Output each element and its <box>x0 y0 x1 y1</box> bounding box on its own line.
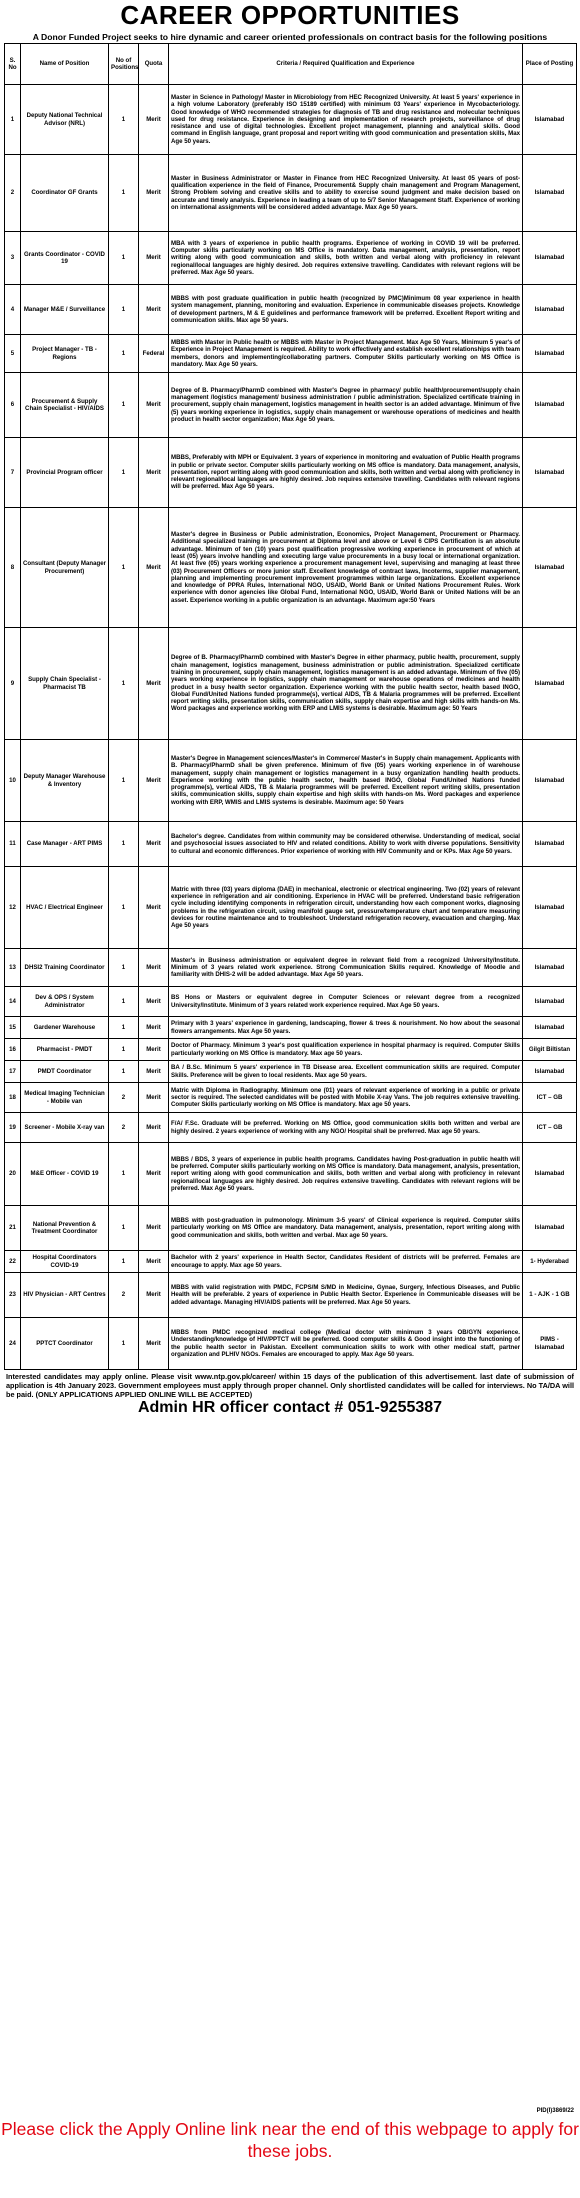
cell-num-positions: 1 <box>109 867 139 949</box>
table-row <box>5 155 577 232</box>
cell-position: Hospital Coordinators COVID-19 <box>21 1251 109 1273</box>
cell-criteria: MBBS / BDS, 3 years of experience in public health programs. Candidates having Post-graduation in public health will be preferred. Computer skills particularly working on MS Office is mandatory. Data management, analysis, presentation, report writing along with good communication and skills, both written and verbal along with proficiency in relevant regional/local languages are highly desired. Job requires extensive travelling. Candidates with relevant regions will be preferred. Max Age 50 years. <box>169 1143 523 1206</box>
cell-criteria: Master's degree in Business or Public administration, Economics, Project Management, Procurement or Pharmacy. Additional specialized training in procurement at Diploma level and above or Level 6 CIPS Certification is an absolute advantage. Minimum of ten (10) years post qualification progressive working experience in procurement of which at least (05) years involve handling and executing large value procurements in a busy local or international organization. At least five (05) years working experience a procurement management level, supervising and managing at least three (03) Procurement Officers or more junior staff. Excellent knowledge of contract laws, Incoterms, supplier management, planning and implementing procurement improvement programmes within large organizations. Excellent experience and knowledge of PPRA Rules, International NGO, USAID, World Bank or United Nations Procurement Rules. Work experience with donor agencies like Global Fund, International NGO, USAID, World Bank or United Nations will be an asset. Experience working in a public organization is an advantage. Maximum age:50 Years <box>169 508 523 628</box>
cell-position: Procurement & Supply Chain Specialist - HIV/AIDS <box>21 373 109 438</box>
cell-criteria: MBBS with valid registration with PMDC, FCPS/M S/MD in Medicine, Gynae, Surgery, Infectious Diseases, and Public Health will be preferable. 2 years of experience in Public Health Sector. Experience in Communicable diseases will be added advantage. Managing HIV/AIDS patients will be preferred. Max Age 50 years. <box>169 1273 523 1318</box>
cell-quota: Merit <box>139 1083 169 1113</box>
table-row <box>5 822 577 867</box>
table-row <box>5 987 577 1017</box>
col-header-place: Place of Posting <box>523 44 577 85</box>
cell-position: Grants Coordinator - COVID 19 <box>21 232 109 285</box>
cell-sno: 13 <box>5 949 21 987</box>
table-row <box>5 232 577 285</box>
cell-sno: 1 <box>5 85 21 155</box>
col-header-num-positions: No of Positions <box>109 44 139 85</box>
cell-criteria: Bachelor with 2 years' experience in Health Sector, Candidates Resident of districts will be preferred. Females are encourage to apply. Max age 50 years. <box>169 1251 523 1273</box>
cell-place: Gilgit Biltistan <box>523 1039 577 1061</box>
hr-contact: Admin HR officer contact # 051-9255387 <box>137 1399 443 1417</box>
cell-position: Coordinator GF Grants <box>21 155 109 232</box>
cell-criteria: Master's Degree in Management sciences/Master's in Commerce/ Master's in Supply chain management. Applicants with B. Pharmacy/PharmD shall be given preference. Minimum of five (05) years working experience in of warehouse management, supply chain management or logistics management in a busy organization handling health products. Experience working with the public health sector, health based INGO, Global Fund/United Nations funded programme(s), vertical AIDS, TB & Malaria programmes will be preferred. Excellent report writing skills, presentation skills, communication skills, supply chain expertise and high skills with hands-on Ms. Word packages and experience working with ERP, WMIS and LMIS systems is desirable. Maximum age: 50 Years <box>169 740 523 822</box>
table-row <box>5 1143 577 1206</box>
cell-criteria: Bachelor's degree. Candidates from within community may be considered otherwise. Understanding of medical, social and psychosocial issues associated to HIV and related conditions. Ability to work with diverse populations. Sensitivity to cultural and economic differences. Prior experience of working with HIV Community and or KPs. Max Age 50 years. <box>169 822 523 867</box>
table-row <box>5 1039 577 1061</box>
table-header-row <box>5 44 577 85</box>
cell-criteria: F/A/ F.Sc. Graduate will be preferred. Working on MS Office, good communication skills both written and verbal are highly desired. 2 years experience of working with any NGO/ Hospital shall be preferred. Max age 50 years. <box>169 1113 523 1143</box>
cell-sno: 2 <box>5 155 21 232</box>
table-row <box>5 438 577 508</box>
cell-criteria: Degree of B. Pharmacy/PharmD combined with Master's Degree in either pharmacy, public health, procurement, supply chain management, logistics management, business administration or public administration. Specialized certificate training in procurement, supply chain management, logistics management is an added advantage. Minimum of five (05) years working experience in logistics, supply chain management or warehouse operations of medicines and health product in a busy health sector organization. Experience working with the public health sector, health based INGO, Global Fund/United Nations funded programme(s), vertical AIDS, TB & Malaria programmes will be preferred. Excellent report writing skills, presentation skills, communication skills, supply chain expertise and high skills with hands-on Ms. Word packages and experience working with ERP and LMIS systems is desirable. Maximum age: 50 Years <box>169 628 523 740</box>
cell-sno: 20 <box>5 1143 21 1206</box>
cell-num-positions: 1 <box>109 232 139 285</box>
cell-quota: Merit <box>139 949 169 987</box>
cell-place: Islamabad <box>523 232 577 285</box>
cell-sno: 23 <box>5 1273 21 1318</box>
cell-position: Gardener Warehouse <box>21 1017 109 1039</box>
cell-quota: Merit <box>139 1318 169 1370</box>
table-row <box>5 628 577 740</box>
cell-num-positions: 1 <box>109 373 139 438</box>
cell-place: Islamabad <box>523 1017 577 1039</box>
cell-num-positions: 1 <box>109 949 139 987</box>
cell-quota: Federal <box>139 335 169 373</box>
table-row <box>5 1318 577 1370</box>
cell-num-positions: 1 <box>109 1143 139 1206</box>
cell-num-positions: 1 <box>109 1251 139 1273</box>
col-header-sno: S. No <box>5 44 21 85</box>
cell-place: Islamabad <box>523 373 577 438</box>
table-row <box>5 740 577 822</box>
apply-online-notice: Please click the Apply Online link near the end of this webpage to apply for these jobs. <box>1 2119 579 2161</box>
cell-num-positions: 1 <box>109 508 139 628</box>
cell-position: HIV Physician - ART Centres <box>21 1273 109 1318</box>
cell-num-positions: 1 <box>109 335 139 373</box>
cell-quota: Merit <box>139 155 169 232</box>
cell-num-positions: 1 <box>109 85 139 155</box>
cell-sno: 11 <box>5 822 21 867</box>
cell-place: Islamabad <box>523 987 577 1017</box>
table-row <box>5 949 577 987</box>
ad-subtitle: A Donor Funded Project seeks to hire dynamic and career oriented professionals on contract basis for the following positions <box>32 32 548 42</box>
cell-criteria: BS Hons or Masters or equivalent degree in Computer Sciences or relevant degree from a recognized University/Institute. Minimum of 3 years related work experience required. Max Age 50 years. <box>169 987 523 1017</box>
cell-place: Islamabad <box>523 508 577 628</box>
cell-num-positions: 2 <box>109 1083 139 1113</box>
cell-criteria: MBBS with post graduate qualification in public health (recognized by PMC)Minimum 08 year experience in health system management, planning, monitoring and evaluation. Experience in communicable diseases projects. Knowledge of development partners, M & E guidelines and performance framework will be preferred. Excellent Report writing and communication skills. Max age 50 years. <box>169 285 523 335</box>
cell-quota: Merit <box>139 508 169 628</box>
cell-place: Islamabad <box>523 740 577 822</box>
cell-num-positions: 1 <box>109 1206 139 1251</box>
cell-sno: 16 <box>5 1039 21 1061</box>
cell-num-positions: 2 <box>109 1113 139 1143</box>
cell-place: Islamabad <box>523 949 577 987</box>
table-row <box>5 1206 577 1251</box>
cell-position: Provincial Program officer <box>21 438 109 508</box>
cell-num-positions: 2 <box>109 1273 139 1318</box>
cell-sno: 19 <box>5 1113 21 1143</box>
cell-position: Case Manager - ART PIMS <box>21 822 109 867</box>
cell-criteria: BA / B.Sc. Minimum 5 years' experience in TB Disease area. Excellent communication skills are required. Computer Skills. Preference will be given to local residents. Max age 50 years. <box>169 1061 523 1083</box>
table-row <box>5 867 577 949</box>
cell-place: Islamabad <box>523 155 577 232</box>
cell-sno: 21 <box>5 1206 21 1251</box>
table-row <box>5 1113 577 1143</box>
cell-position: Screener - Mobile X-ray van <box>21 1113 109 1143</box>
cell-position: M&E Officer - COVID 19 <box>21 1143 109 1206</box>
cell-num-positions: 1 <box>109 740 139 822</box>
cell-num-positions: 1 <box>109 1061 139 1083</box>
cell-place: Islamabad <box>523 628 577 740</box>
cell-place: ICT – GB <box>523 1113 577 1143</box>
publication-id: PID(I)3869/22 <box>536 2108 574 2114</box>
cell-position: PPTCT Coordinator <box>21 1318 109 1370</box>
table-row <box>5 508 577 628</box>
table-row <box>5 1061 577 1083</box>
cell-place: ICT – GB <box>523 1083 577 1113</box>
cell-quota: Merit <box>139 1143 169 1206</box>
cell-position: National Prevention & Treatment Coordinator <box>21 1206 109 1251</box>
col-header-position: Name of Position <box>21 44 109 85</box>
cell-quota: Merit <box>139 628 169 740</box>
cell-place: 1 - AJK - 1 GB <box>523 1273 577 1318</box>
table-row <box>5 1251 577 1273</box>
table-row <box>5 85 577 155</box>
cell-place: Islamabad <box>523 438 577 508</box>
cell-place: Islamabad <box>523 85 577 155</box>
table-row <box>5 335 577 373</box>
col-header-quota: Quota <box>139 44 169 85</box>
cell-position: Project Manager - TB -Regions <box>21 335 109 373</box>
cell-place: Islamabad <box>523 1061 577 1083</box>
cell-place: Islamabad <box>523 822 577 867</box>
cell-quota: Merit <box>139 867 169 949</box>
cell-sno: 8 <box>5 508 21 628</box>
cell-criteria: Master in Science in Pathology/ Master in Microbiology from HEC Recognized University. At least 5 years' experience in a high volume Laboratory (preferably ISO 15189 certified) with minimum 03 Years' experience in Mycobacteriology. Good knowledge of WHO recommended strategies for diagnosis of TB and drug resistance and molecular techniques used for drug resistance. Experience in designing and implementation of research projects, surveillance of drug resistance and use of digital technologies. Excellent project management, planning and analytical skills. Good command in English language, grant proposal and report writing with good communication and presentation skills, Max Age 50 years. <box>169 85 523 155</box>
cell-place: Islamabad <box>523 1206 577 1251</box>
cell-criteria: Primary with 3 years' experience in gardening, landscaping, flower & trees & nourishment. No how about the seasonal flowers arrangements. Max Age 50 years. <box>169 1017 523 1039</box>
cell-quota: Merit <box>139 438 169 508</box>
cell-position: DHSI2 Training Coordinator <box>21 949 109 987</box>
cell-criteria: Matric with three (03) years diploma (DAE) in mechanical, electronic or electrical engineering. Two (02) years of relevant experience in refrigeration and air conditioning. Experience in HVAC will be preferred. Understand basic refrigeration cycle including identifying components in refrigeration circuit, understanding how each component works, diagnosing problems in the refrigeration circuit, using manifold gauge set, pressure/temperature chart and temperature measuring devices for routine maintenance and to troubleshoot. Understand refrigeration recovery, evacuation and charging. Max Age 50 years <box>169 867 523 949</box>
cell-sno: 10 <box>5 740 21 822</box>
cell-position: Supply Chain Specialist - Pharmacist TB <box>21 628 109 740</box>
cell-quota: Merit <box>139 1061 169 1083</box>
cell-sno: 22 <box>5 1251 21 1273</box>
cell-sno: 17 <box>5 1061 21 1083</box>
cell-position: Deputy Manager Warehouse & Inventory <box>21 740 109 822</box>
cell-criteria: Degree of B. Pharmacy/PharmD combined with Master's Degree in pharmacy/ public health/procurement/supply chain management /logistics management/ business administration / public administration. Specialized certificate training in procurement, supply chain management, logistics management in health sector is an added advantage. Minimum of five (5) years working experience in logistics, supply chain management or warehouse operations of medicines and health product in health sector organization; Max Age 50 years. <box>169 373 523 438</box>
cell-position: HVAC / Electrical Engineer <box>21 867 109 949</box>
cell-sno: 7 <box>5 438 21 508</box>
cell-sno: 3 <box>5 232 21 285</box>
ad-title: CAREER OPPORTUNITIES <box>120 0 460 30</box>
cell-quota: Merit <box>139 987 169 1017</box>
cell-place: Islamabad <box>523 1143 577 1206</box>
cell-num-positions: 1 <box>109 1039 139 1061</box>
cell-criteria: Master in Business Administrator or Master in Finance from HEC Recognized University. At least 05 years of post-qualification experience in the field of Finance, Procurement& Supply chain management and Program Management, Strong Problem solving and creative skills and to ability to exercise sound judgment and make decision based on accurate and timely analysis. Experience in leading a team of up to 5/7 Senior Management Staff. Experience of working on international assignments will be considered added advantage. Max Age 50 years. <box>169 155 523 232</box>
cell-quota: Merit <box>139 1273 169 1318</box>
cell-num-positions: 1 <box>109 1017 139 1039</box>
cell-quota: Merit <box>139 1113 169 1143</box>
cell-place: Islamabad <box>523 867 577 949</box>
cell-position: Manager M&E / Surveillance <box>21 285 109 335</box>
cell-position: Dev & OPS / System Administrator <box>21 987 109 1017</box>
cell-place: PIMS - Islamabad <box>523 1318 577 1370</box>
cell-criteria: MBBS with post-graduation in pulmonology. Minimum 3-5 years' of Clinical experience is required. Computer skills particularly working on MS Office are mandatory. Data management, analysis, presentation, report writing along with good communication and skills, both written and verbal. Max age 50 years. <box>169 1206 523 1251</box>
table-row <box>5 1273 577 1318</box>
cell-sno: 5 <box>5 335 21 373</box>
table-row <box>5 1083 577 1113</box>
cell-num-positions: 1 <box>109 438 139 508</box>
cell-position: Medical Imaging Technician - Mobile van <box>21 1083 109 1113</box>
cell-sno: 14 <box>5 987 21 1017</box>
cell-num-positions: 1 <box>109 628 139 740</box>
cell-position: PMDT Coordinator <box>21 1061 109 1083</box>
cell-criteria: MBBS, Preferably with MPH or Equivalent. 3 years of experience in monitoring and evaluation of Public Health programs in public or private sector. Computer skills particularly working on MS office is mandatory. Data management, analysis, presentation, report writing along with good communication and skills, both written and verbal along with proficiency in relevant regional/local languages are highly desired. Job requires extensive travelling. Candidates with relevant regions will be preferred. Max Age 50 years. <box>169 438 523 508</box>
cell-num-positions: 1 <box>109 822 139 867</box>
cell-num-positions: 1 <box>109 1318 139 1370</box>
cell-sno: 24 <box>5 1318 21 1370</box>
cell-place: Islamabad <box>523 285 577 335</box>
cell-criteria: MBBS from PMDC recognized medical college (Medical doctor with minimum 3 years OB/GYN experience. Understanding/knowledge of HIV/PPTCT will be preferred. Good computer skills & Good insight into the functioning of the public health sector in Pakistan. Excellent communication skills to work with other medical staff, partner organization and PLHIV NGOs. Females are encouraged to apply. Max Age 50 years. <box>169 1318 523 1370</box>
table-row <box>5 1017 577 1039</box>
cell-criteria: MBA with 3 years of experience in public health programs. Experience of working in COVID 19 will be preferred. Computer skills particularly working on MS Office is mandatory. Data management, analysis, presentation, report writing along with good communication and skills, both written and verbal along with proficiency in relevant regional/local languages are highly desired. Job requires extensive travelling. Candidates with relevant regions will be preferred. Max Age 50 years. <box>169 232 523 285</box>
cell-place: Islamabad <box>523 335 577 373</box>
cell-sno: 9 <box>5 628 21 740</box>
col-header-criteria: Criteria / Required Qualification and Experience <box>169 44 523 85</box>
cell-num-positions: 1 <box>109 987 139 1017</box>
cell-num-positions: 1 <box>109 285 139 335</box>
cell-sno: 15 <box>5 1017 21 1039</box>
cell-quota: Merit <box>139 1251 169 1273</box>
cell-criteria: Doctor of Pharmacy. Minimum 3 year's post qualification experience in hospital pharmacy is required. Computer Skills particularly working on MS Office is mandatory. Max age 50 years. <box>169 1039 523 1061</box>
table-row <box>5 373 577 438</box>
cell-quota: Merit <box>139 1017 169 1039</box>
cell-num-positions: 1 <box>109 155 139 232</box>
cell-sno: 6 <box>5 373 21 438</box>
cell-quota: Merit <box>139 822 169 867</box>
cell-criteria: Matric with Diploma in Radiography. Minimum one (01) years of relevant experience of working in a public or private sector is required. The selected candidates will be posted with Mobile X-ray Vans. The job requires extensive travelling. Computer Skills particularly working on MS Office is mandatory. Max age 50 years. <box>169 1083 523 1113</box>
cell-quota: Merit <box>139 85 169 155</box>
cell-sno: 12 <box>5 867 21 949</box>
positions-table <box>4 43 577 1370</box>
cell-quota: Merit <box>139 1039 169 1061</box>
cell-quota: Merit <box>139 373 169 438</box>
cell-quota: Merit <box>139 1206 169 1251</box>
cell-position: Deputy National Technical Advisor (NRL) <box>21 85 109 155</box>
positions-table-body <box>5 85 577 1370</box>
application-instructions: Interested candidates may apply online. Please visit www.ntp.gov.pk/career/ within 15 days of the publication of this advertisement. last date of submission of application is 4th January 2023. Government employees must apply through proper channel. Only shortlisted candidates will be called for interviews. No TA/DA will be paid. (ONLY APPLICATIONS APPLIED ONLINE WILL BE ACCEPTED) <box>6 1372 574 1399</box>
cell-sno: 4 <box>5 285 21 335</box>
cell-place: 1- Hyderabad <box>523 1251 577 1273</box>
cell-sno: 18 <box>5 1083 21 1113</box>
cell-criteria: MBBS with Master in Public health or MBBS with Master in Project Management. Max Age 50 Years, Minimum 5 year's of Experience in Project Management is required. Ability to work effectively and establish excellent relationships with team members, donors and implementing/collaborating partners. Computer Skills particularly working on MS Office is mandatory. Max Age 50 years. <box>169 335 523 373</box>
table-row <box>5 285 577 335</box>
cell-position: Consultant (Deputy Manager Procurement) <box>21 508 109 628</box>
cell-quota: Merit <box>139 285 169 335</box>
cell-criteria: Master's in Business administration or equivalent degree in relevant field from a recognized University/Institute. Minimum of 3 years related work experience. Strong Communication Skills required. Knowledge of Moodle and familiarity with DHIS-2 will be added advantage. Max Age 50 years. <box>169 949 523 987</box>
cell-quota: Merit <box>139 232 169 285</box>
cell-quota: Merit <box>139 740 169 822</box>
cell-position: Pharmacist - PMDT <box>21 1039 109 1061</box>
